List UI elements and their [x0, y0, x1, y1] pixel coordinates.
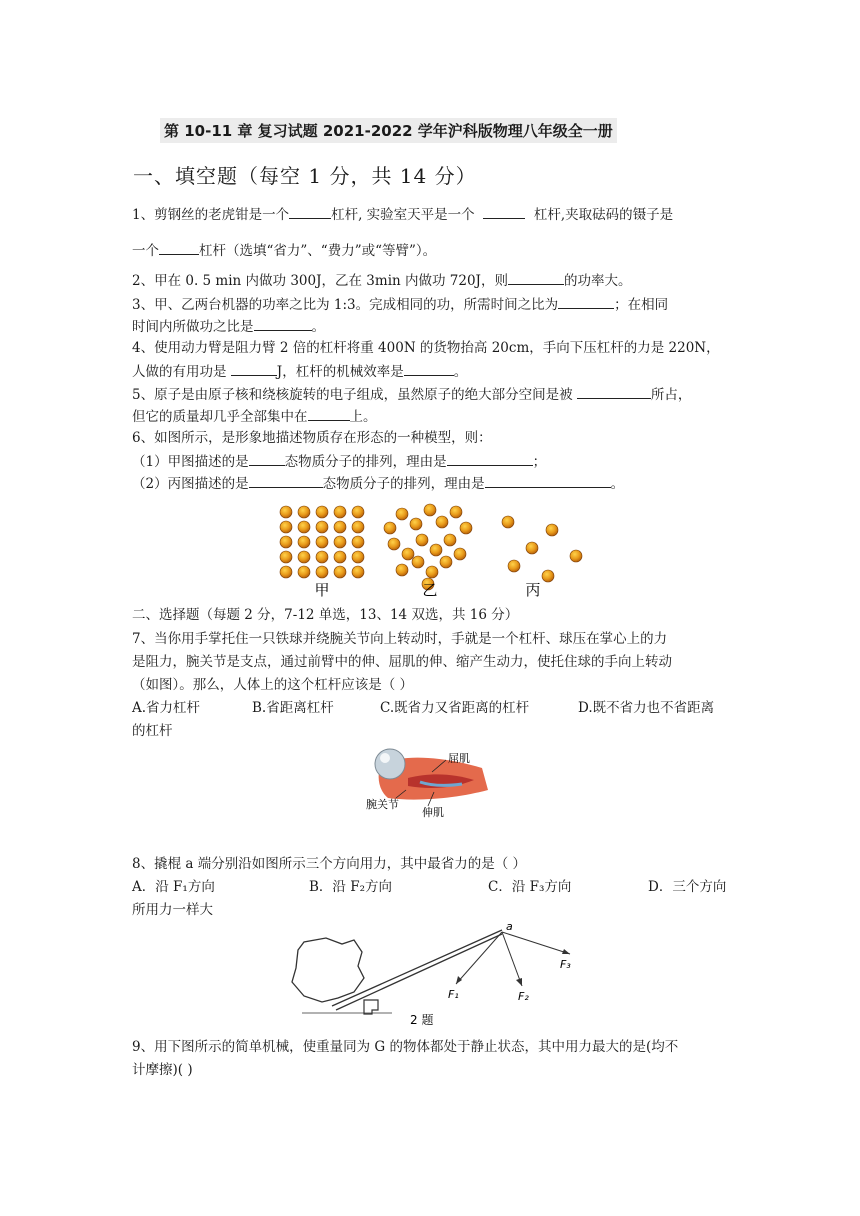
- molecule: [280, 566, 292, 578]
- q5-text-a: 5、原子是由原子核和绕核旋转的电子组成，虽然原子的绝大部分空间是被: [132, 387, 573, 403]
- molecule: [280, 506, 292, 518]
- question-3-line-1: [132, 294, 668, 314]
- q2-text-a: 2、甲在 0. 5 min 内做功 300J，乙在 3min 内做功 720J，则: [132, 273, 508, 289]
- section1-heading: 一、填空题（每空 1 分，共 14 分）: [133, 164, 477, 188]
- q3-text-b: ；在相同: [614, 297, 669, 313]
- molecule: [444, 534, 456, 546]
- molecule: [334, 506, 346, 518]
- q2-text-b: 的功率大。: [563, 273, 632, 289]
- question-4-line-2: [132, 361, 467, 381]
- q7-option-a[interactable]: A.省力杠杆: [132, 700, 201, 716]
- q2-blank[interactable]: [508, 270, 564, 285]
- molecule: [352, 521, 364, 533]
- arrow-f2: [502, 932, 522, 986]
- molecule-state-figure: [270, 500, 590, 602]
- q4-blank-2[interactable]: [404, 361, 454, 376]
- label-shen: 伸肌: [422, 806, 444, 819]
- molecule: [352, 536, 364, 548]
- label-f1: F₁: [448, 988, 459, 1001]
- q4-text-b: 人做的有用功是: [132, 364, 227, 380]
- q4-text-c: J，杠杆的机械效率是: [276, 364, 404, 380]
- q6-1-blank-2[interactable]: [447, 451, 533, 466]
- q1-blank-3[interactable]: [159, 240, 199, 255]
- q1-blank-1[interactable]: [289, 204, 331, 219]
- molecule: [280, 551, 292, 563]
- molecule: [454, 548, 466, 560]
- q1-blank-2[interactable]: [483, 204, 525, 219]
- q6-2-blank-1[interactable]: [249, 473, 323, 488]
- molecule: [412, 556, 424, 568]
- molecule: [384, 522, 396, 534]
- molecule: [280, 521, 292, 533]
- question-6-part-1: [132, 451, 546, 471]
- label-jia: 甲: [314, 581, 330, 599]
- q7-option-b[interactable]: B.省距离杠杆: [252, 700, 334, 716]
- label-f3: F₃: [560, 958, 571, 971]
- q6-2-text-b: 态物质分子的排列，理由是: [322, 476, 485, 492]
- question-6: 6、如图所示，是形象地描述物质存在形态的一种模型，则：: [132, 430, 492, 446]
- gas-molecules: [502, 516, 582, 582]
- molecule: [502, 516, 514, 528]
- figure-caption: 2 题: [410, 1013, 434, 1027]
- molecule: [316, 536, 328, 548]
- q7-option-d-cont: 的杠杆: [132, 723, 173, 739]
- molecule: [280, 536, 292, 548]
- question-8: 8、撬棍 a 端分别沿如图所示三个方向用力，其中最省力的是（ ）: [132, 856, 527, 872]
- molecule: [316, 506, 328, 518]
- q6-2-text-c: 。: [610, 476, 625, 492]
- q6-1-text-c: ；: [532, 454, 547, 470]
- q4-blank-1[interactable]: [231, 361, 277, 376]
- q6-1-text-a: （1）甲图描述的是: [132, 454, 249, 470]
- molecule: [298, 521, 310, 533]
- q8-option-d[interactable]: D．三个方向: [648, 879, 727, 895]
- molecule: [402, 548, 414, 560]
- molecule: [436, 516, 448, 528]
- q7-option-d[interactable]: D.既不省力也不省距离: [578, 700, 715, 716]
- iron-ball: [375, 749, 405, 779]
- q6-1-text-b: 态物质分子的排列，理由是: [284, 454, 447, 470]
- solid-molecules: [280, 506, 364, 578]
- molecule: [316, 566, 328, 578]
- question-2: [132, 270, 631, 290]
- q7-option-c[interactable]: C.既省力又省距离的杠杆: [380, 700, 530, 716]
- q8-option-a[interactable]: A．沿 F₁方向: [132, 879, 215, 895]
- forearm-lever-figure: [362, 746, 502, 820]
- q4-text-d: 。: [453, 364, 468, 380]
- molecule: [316, 551, 328, 563]
- question-9-line-2: 计摩擦)( ): [132, 1062, 193, 1078]
- label-f2: F₂: [518, 990, 529, 1003]
- molecule: [526, 542, 538, 554]
- molecule: [298, 566, 310, 578]
- q3-text-a: 3、甲、乙两台机器的功率之比为 1:3。完成相同的功，所需时间之比为: [132, 297, 559, 313]
- molecule: [426, 566, 438, 578]
- q6-1-blank-1[interactable]: [249, 451, 285, 466]
- document-title: 第 10-11 章 复习试题 2021-2022 学年沪科版物理八年级全一册: [160, 118, 617, 143]
- q8-option-d-cont: 所用力一样大: [132, 902, 213, 918]
- q1-text-a: 1、剪钢丝的老虎钳是一个: [132, 207, 290, 223]
- section2-heading: 二、选择题（每题 2 分，7-12 单选，13、14 双选，共 16 分）: [132, 607, 519, 623]
- question-1-line-1: [132, 204, 673, 224]
- crowbar-figure: [282, 920, 582, 1030]
- q5-blank-1[interactable]: [577, 384, 651, 399]
- molecule: [352, 566, 364, 578]
- arrowhead-f2: [516, 978, 522, 986]
- q6-2-text-a: （2）丙图描述的是: [132, 476, 249, 492]
- q5-text-c: 但它的质量却几乎全部集中在: [132, 409, 308, 425]
- molecule: [430, 544, 442, 556]
- fulcrum-block: [364, 1000, 378, 1014]
- q1-text-b: 杠杆, 实验室天平是一个: [331, 207, 475, 223]
- question-7-line-3: （如图）。那么，人体上的这个杠杆应该是（ ）: [132, 677, 414, 693]
- question-1-line-2: [132, 240, 436, 260]
- question-7-line-1: 7、当你用手掌托住一只铁球并绕腕关节向上转动时，手就是一个杠杆、球压在掌心上的力: [132, 631, 668, 647]
- label-a: a: [506, 920, 513, 933]
- molecule: [334, 521, 346, 533]
- molecule: [316, 521, 328, 533]
- molecule: [396, 564, 408, 576]
- molecule: [298, 536, 310, 548]
- question-7-line-2: 是阻力，腕关节是支点，通过前臂中的伸、屈肌的伸、缩产生动力，使托住球的手向上转动: [132, 654, 672, 670]
- molecule: [298, 506, 310, 518]
- molecule: [352, 506, 364, 518]
- molecule: [396, 508, 408, 520]
- q3-text-d: 。: [311, 319, 325, 335]
- molecule: [460, 522, 472, 534]
- molecule: [570, 550, 582, 562]
- question-3-line-2: [132, 316, 325, 336]
- molecule: [424, 504, 436, 516]
- molecule: [352, 551, 364, 563]
- molecule: [388, 538, 400, 550]
- label-wan: 腕关节: [366, 798, 399, 811]
- q8-option-c[interactable]: C．沿 F₃方向: [488, 879, 572, 895]
- q5-text-b: 所占，: [650, 387, 692, 403]
- q5-text-d: 上。: [349, 409, 377, 425]
- label-qu: 屈肌: [448, 752, 470, 765]
- q3-blank-2[interactable]: [254, 316, 312, 331]
- q8-option-b[interactable]: B．沿 F₂方向: [309, 879, 392, 895]
- label-bing: 丙: [525, 581, 541, 599]
- liquid-molecules: [384, 504, 472, 590]
- ball-highlight: [380, 753, 390, 763]
- molecule: [542, 570, 554, 582]
- question-5-line-1: [132, 384, 691, 404]
- q1-text-c: 杠杆,夹取砝码的镊子是: [533, 207, 674, 223]
- molecule: [440, 556, 452, 568]
- molecule: [546, 524, 558, 536]
- molecule: [334, 551, 346, 563]
- q1-text-d: 一个: [132, 243, 159, 259]
- molecule: [334, 566, 346, 578]
- crowbar-top: [332, 930, 502, 1006]
- q5-blank-2[interactable]: [308, 406, 350, 421]
- rock-outline: [292, 938, 364, 1002]
- q1-text-e: 杠杆（选填“省力”、“费力”或“等臂”）。: [199, 243, 437, 259]
- molecule: [508, 560, 520, 572]
- question-5-line-2: [132, 406, 377, 426]
- molecule: [334, 536, 346, 548]
- arrowhead-f1: [456, 976, 462, 984]
- molecule: [298, 551, 310, 563]
- molecule: [416, 534, 428, 546]
- molecule: [410, 518, 422, 530]
- q6-2-blank-2[interactable]: [485, 473, 611, 488]
- question-4-line-1: 4、使用动力臂是阻力臂 2 倍的杠杆将重 400N 的货物抬高 20cm，手向下压杠杆的力是 220N，: [132, 340, 720, 356]
- arrowhead-f3: [562, 949, 570, 954]
- question-6-part-2: [132, 473, 624, 493]
- q3-blank-1[interactable]: [558, 294, 614, 309]
- label-yi: 乙: [422, 581, 438, 599]
- question-9-line-1: 9、用下图所示的简单机械，使重量同为 G 的物体都处于静止状态，其中用力最大的是(均不: [132, 1039, 679, 1055]
- arrow-f3: [502, 932, 570, 954]
- molecule: [450, 506, 462, 518]
- q3-text-c: 时间内所做功之比是: [132, 319, 254, 335]
